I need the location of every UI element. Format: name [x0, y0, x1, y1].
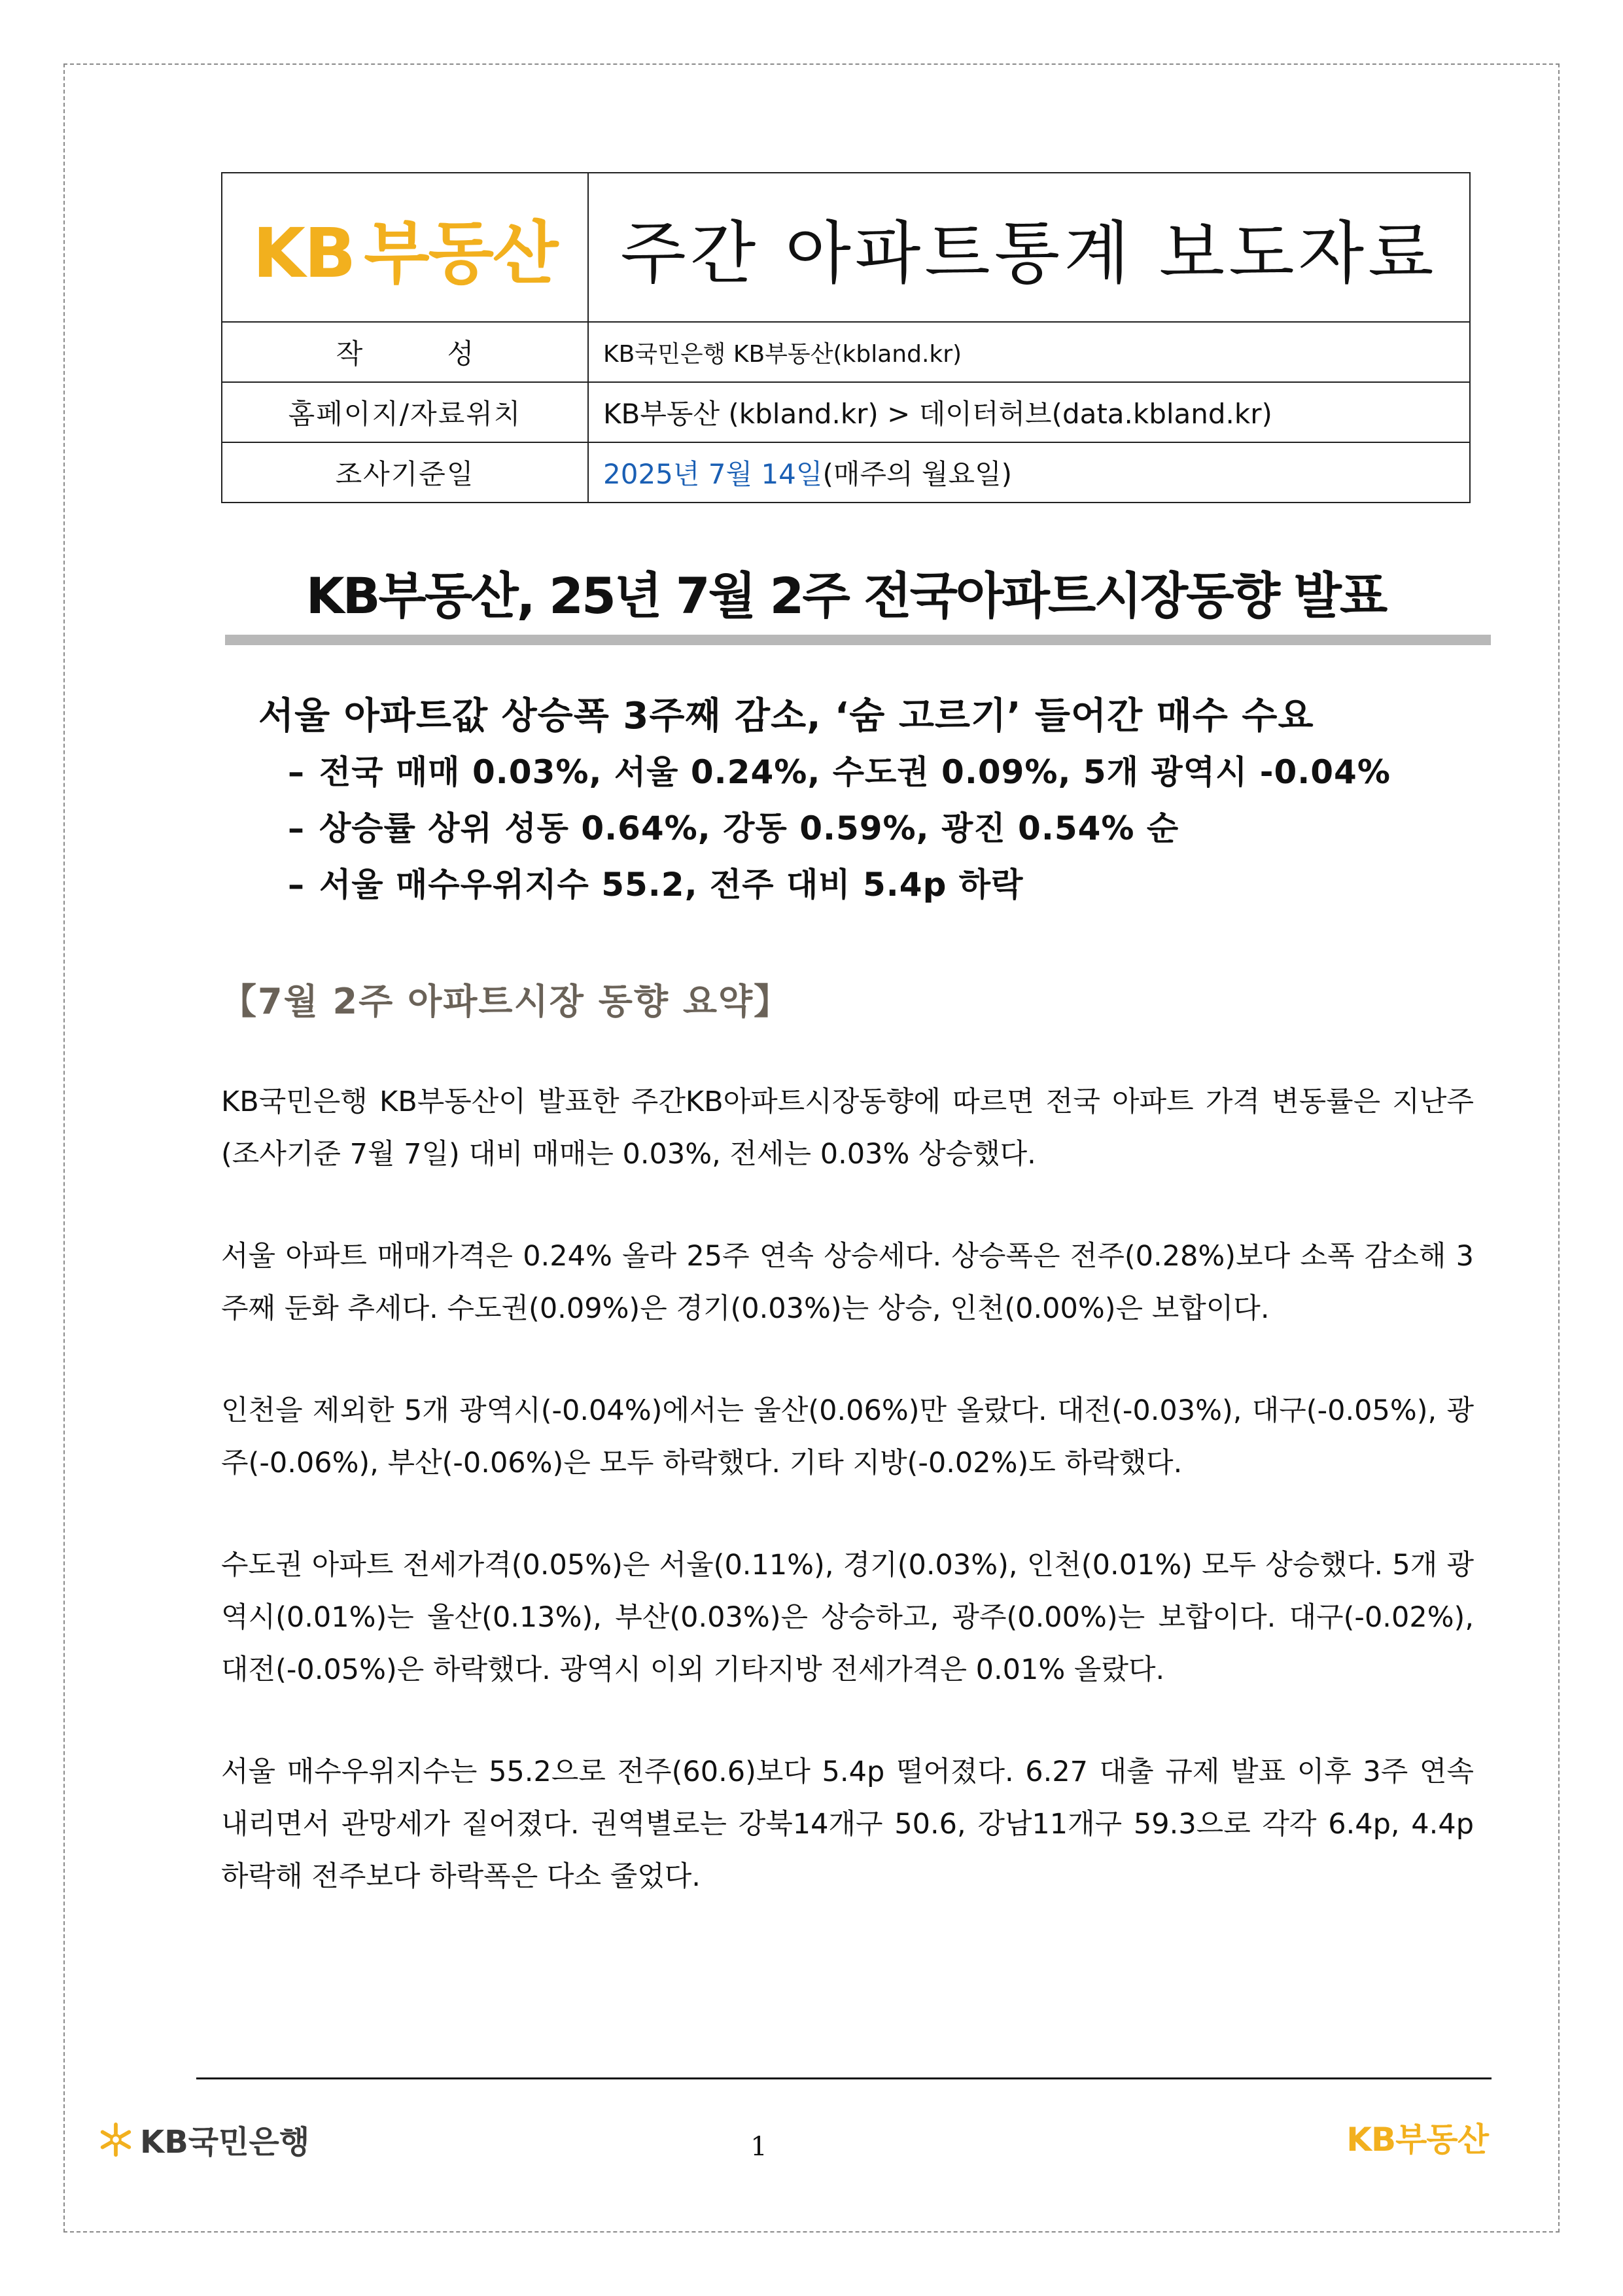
survey-date: 2025년 7월 14일	[603, 458, 823, 490]
survey-date-label: 조사기준일	[222, 442, 588, 503]
footer-rule	[196, 2077, 1492, 2079]
survey-date-value	[588, 442, 1470, 503]
subtitle: 서울 아파트값 상승폭 3주째 감소, ‘숨 고르기’ 들어간 매수 수요	[258, 695, 1314, 737]
paragraph: KB국민은행 KB부동산이 발표한 주간KB아파트시장동향에 따르면 전국 아파트 가격 변동률은 지난주(조사기준 7월 7일) 대비 매매는 0.03%, 전세는 0.03% 상승했다.	[221, 1086, 1474, 1171]
kb-land-footer-logo: KB부동산	[1346, 2121, 1488, 2159]
bullet-item: – 상승률 상위 성동 0.64%, 강동 0.59%, 광진 0.54% 순	[288, 809, 1179, 847]
paragraph: 수도권 아파트 전세가격(0.05%)은 서울(0.11%), 경기(0.03%), 인천(0.01%) 모두 상승했다. 5개 광역시(0.01%)는 울산(0.13%), 부산(0.03%)은 상승하고, 광주(0.00%)는 보합이다. 대구(-0.02%), 대전(-0.05%)은 하락했다. 광역시 이외 기타지방 전세가격은 0.01% 올랐다.	[221, 1549, 1474, 1686]
paragraph: 서울 아파트 매매가격은 0.24% 올라 25주 연속 상승세다. 상승폭은 전주(0.28%)보다 소폭 감소해 3주째 둔화 추세다. 수도권(0.09%)은 경기(0.03%)는 상승, 인천(0.00%)은 보합이다.	[221, 1240, 1474, 1325]
bullet-item: – 서울 매수우위지수 55.2, 전주 대비 5.4p 하락	[288, 866, 1024, 904]
survey-date-note: (매주의 월요일)	[822, 458, 1013, 490]
homepage-value: KB부동산 (kbland.kr) > 데이터허브(data.kbland.kr)	[588, 382, 1470, 442]
kb-star-icon	[97, 2121, 135, 2159]
page-number: 1	[750, 2132, 767, 2162]
bullet-item: – 전국 매매 0.03%, 서울 0.24%, 수도권 0.09%, 5개 광역시 -0.04%	[288, 753, 1391, 791]
homepage-label: 홈페이지/자료위치	[222, 382, 588, 442]
document-title: 주간 아파트통계 보도자료	[588, 173, 1470, 322]
paragraph: 서울 매수우위지수는 55.2으로 전주(60.6)보다 5.4p 떨어졌다. 6.27 대출 규제 발표 이후 3주 연속 내리면서 관망세가 짙어졌다. 권역별로는 강북14개구 50.6, 강남11개구 59.3으로 각각 6.4p, 4.4p 하락해 전주보다 하락폭은 다소 줄었다.	[221, 1756, 1474, 1893]
kb-bank-logo: KB국민은행	[97, 2117, 309, 2162]
kb-land-logo: KB 부동산	[222, 173, 588, 322]
header-table	[221, 172, 1471, 503]
summary-heading: 【7월 2주 아파트시장 동향 요약】	[221, 981, 791, 1022]
author-label: 작 성	[222, 322, 588, 382]
author-value: KB국민은행 KB부동산(kbland.kr)	[588, 322, 1470, 382]
headline-underline	[225, 635, 1491, 645]
headline: KB부동산, 25년 7월 2주 전국아파트시장동향 발표	[305, 567, 1386, 625]
paragraph: 인천을 제외한 5개 광역시(-0.04%)에서는 울산(0.06%)만 올랐다. 대전(-0.03%), 대구(-0.05%), 광주(-0.06%), 부산(-0.06%)은 모두 하락했다. 기타 지방(-0.02%)도 하락했다.	[221, 1394, 1474, 1479]
